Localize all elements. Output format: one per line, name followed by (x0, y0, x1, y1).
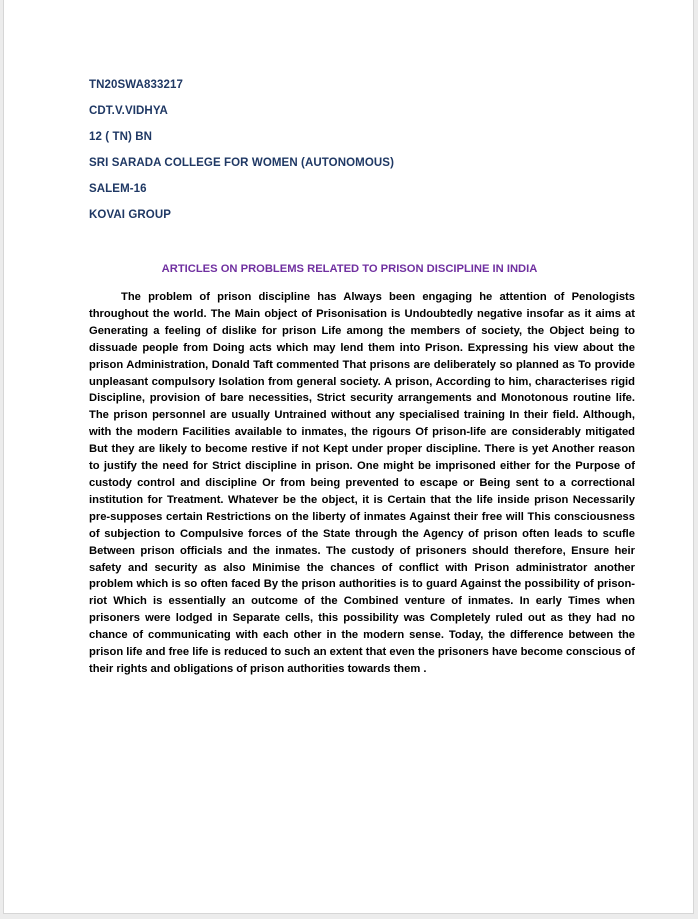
cadet-name: CDT.V.VIDHYA (89, 105, 168, 117)
article-title: ARTICLES ON PROBLEMS RELATED TO PRISON DISCIPLINE IN INDIA (161, 263, 538, 275)
document-page (3, 0, 694, 914)
college-name: SRI SARADA COLLEGE FOR WOMEN (AUTONOMOUS) (89, 157, 395, 169)
sender-details (89, 78, 394, 234)
registration-number: TN20SWA833217 (89, 79, 183, 91)
group-name: KOVAI GROUP (89, 209, 172, 221)
battalion: 12 ( TN) BN (89, 131, 153, 143)
article-body: The problem of prison discipline has Always been engaging he attention of Penologists throughout the world. The Main object of Prisonisation is Undoubtedly negative insofar as it aims at Generating a feeling of dislike for prison Life among the members of society, the Object being to dissuade people from Doing acts which may lend them into Prison. Expressing his view about the prison Administration, Donald Taft commented That prisons are deliberately so planned as To provide unpleasant compulsory Isolation from general society. A prison, According to him, characterises rigid Discipline, provision of bare necessities, Strict security arrangements and Monotonous routine life. The prison personnel are usually Untrained without any specialised training In their field. Although, with the modern Facilities available to inmates, the rigours Of prison-life are considerably mitigated But they are likely to become restive if not Kept under proper discipline. There is yet Another reason to justify the need for Strict discipline in prison. One might be imprisoned either for the Purpose of custody control and discipline Or from being prevented to escape or Being sent to a correctional institution for Treatment. Whatever be the object, it is Certain that the life inside prison Necessarily pre-supposes certain Restrictions on the liberty of inmates Against their free will This consciousness of subjection to Compulsive forces of the State through the Agency of prison often leads to scufle Between prison officials and the inmates. The custody of prisoners should therefore, Ensure heir safety and security as also Minimise the chances of conflict with Prison administrator another problem which is so often faced By the prison authorities is to guard Against the possibility of prison-riot Which is essentially an outcome of the Combined venture of inmates. In early Times when prisoners were lodged in Separate cells, this possibility was Completely ruled out as they had no chance of communicating with each other in the modern sense. Today, the difference between the prison life and free life is reduced to such an extent that even the prisoners have become conscious of their rights and obligations of prison authorities towards them . (89, 291, 635, 675)
city: SALEM-16 (89, 183, 147, 195)
